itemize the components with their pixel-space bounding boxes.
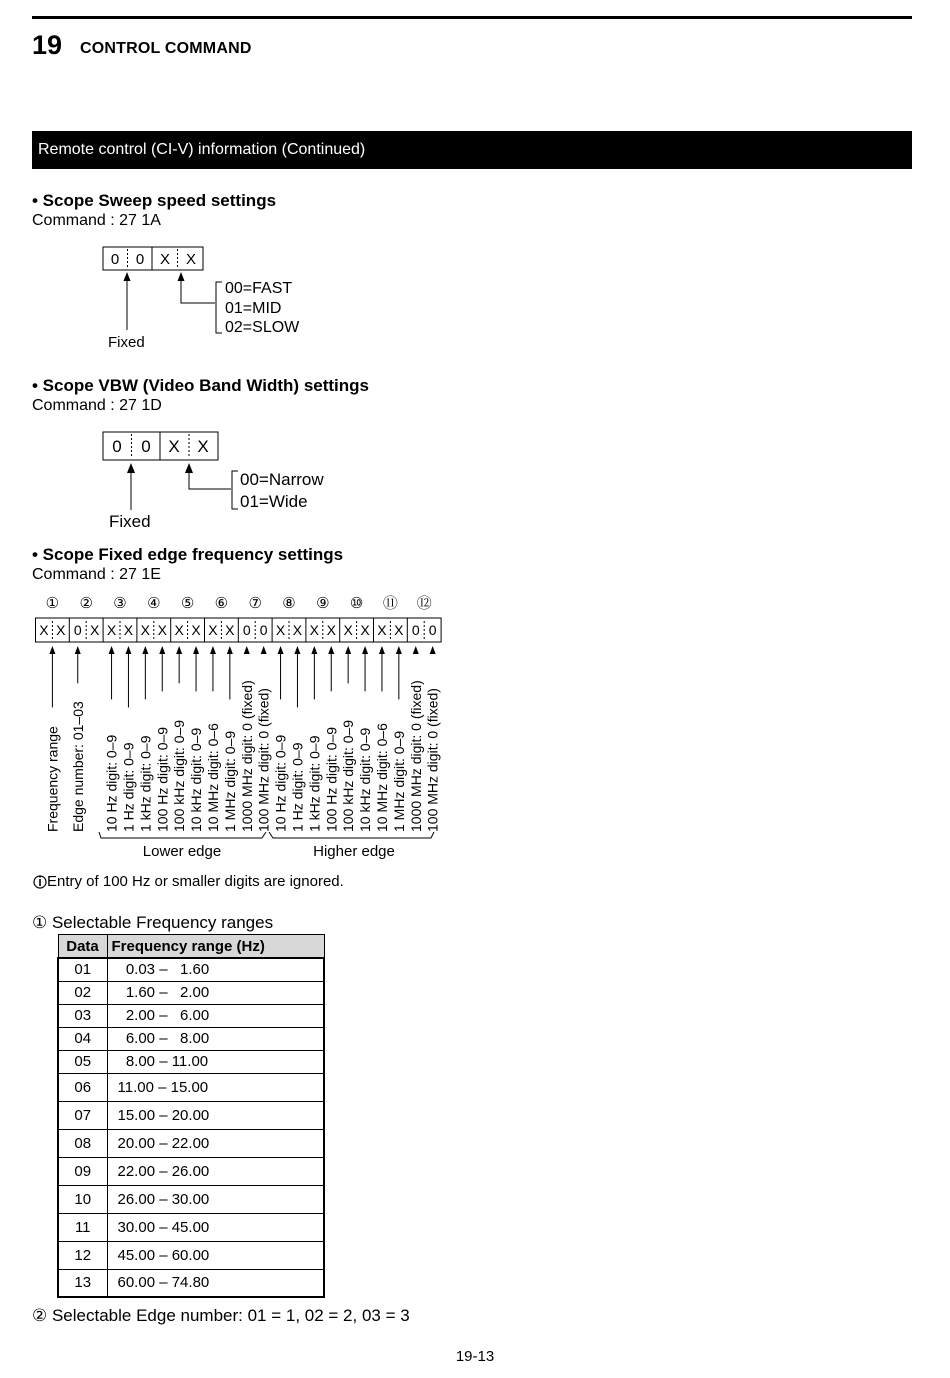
edge-cell: X	[292, 622, 303, 638]
vbw-cell: 0	[112, 437, 122, 456]
edge-labels	[44, 680, 440, 832]
sweep-byte-box	[103, 247, 203, 270]
edge-cell: X	[191, 622, 201, 638]
table-cell-data: 07	[58, 1101, 107, 1129]
chapter-title: CONTROL COMMAND	[80, 40, 252, 57]
circled-number: ⑨	[316, 595, 330, 612]
edge-cell: X	[56, 622, 66, 638]
sweep-option: 02=SLOW	[225, 319, 300, 336]
edge-digit-label: 100 Hz digit: 0–9	[323, 726, 340, 832]
frequency-range-table	[57, 934, 325, 1298]
table-cell-range: 30.00 – 45.00	[107, 1213, 324, 1241]
section-banner: Remote control (CI-V) information (Continued)	[32, 131, 912, 169]
vbw-option: 01=Wide	[240, 492, 308, 511]
sweep-cell: X	[185, 251, 197, 268]
edge-cell: X	[394, 622, 404, 638]
table-row	[58, 1185, 324, 1213]
edge-cell: 0	[428, 622, 437, 638]
edge-cell: X	[157, 622, 167, 638]
info-icon	[34, 876, 46, 888]
table-cell-range: 45.00 – 60.00	[107, 1241, 324, 1269]
edge-digit-label: 1000 MHz digit: 0 (fixed)	[407, 680, 424, 832]
sweep-heading: • Scope Sweep speed settings	[32, 191, 277, 210]
edge-number-text: ② Selectable Edge number: 01 = 1, 02 = 2, 03 = 3	[32, 1306, 410, 1325]
table-cell-range: 6.00 – 8.00	[107, 1027, 324, 1050]
edge-digit-label: 1 MHz digit: 0–9	[221, 730, 238, 832]
edge-digit-label: 100 Hz digit: 0–9	[154, 726, 171, 832]
edge-digit-label: 100 kHz digit: 0–9	[340, 719, 357, 832]
table-row	[58, 958, 324, 981]
table-cell-range: 20.00 – 22.00	[107, 1129, 324, 1157]
sweep-command: Command : 27 1A	[32, 212, 161, 229]
edge-digit-label: 1 Hz digit: 0–9	[289, 742, 306, 832]
table-cell-data: 13	[58, 1269, 107, 1297]
vbw-cell: 0	[141, 437, 151, 456]
edge-digit-label: 10 MHz digit: 0–6	[204, 723, 221, 832]
table-row	[58, 1004, 324, 1027]
edge-digit-label: 100 kHz digit: 0–9	[171, 719, 188, 832]
table-cell-data: 06	[58, 1073, 107, 1101]
table-cell-range: 60.00 – 74.80	[107, 1269, 324, 1297]
vbw-fixed-label: Fixed	[109, 512, 151, 531]
lower-edge-label: Lower edge	[142, 843, 222, 860]
edge-cell: X	[326, 622, 336, 638]
edge-digit-label: 10 Hz digit: 0–9	[103, 734, 120, 832]
circled-number: ④	[147, 595, 161, 612]
vbw-arrows	[127, 463, 238, 510]
table-cell-data: 03	[58, 1004, 107, 1027]
edge-cell: X	[360, 622, 370, 638]
circled-number: ⑥	[214, 595, 229, 612]
circled-number: ③	[113, 595, 127, 612]
circled-number: ⑩	[349, 595, 364, 612]
edge-cell: X	[39, 622, 49, 638]
edge-command: Command : 27 1E	[32, 566, 161, 583]
table-cell-data: 04	[58, 1027, 107, 1050]
edge-cell: X	[343, 622, 353, 638]
sweep-option: 01=MID	[225, 300, 282, 317]
table-row	[58, 1073, 324, 1101]
table-cell-data: 09	[58, 1157, 107, 1185]
vbw-cell: X	[168, 437, 180, 456]
edge-digit-label: 1 MHz digit: 0–9	[390, 730, 407, 832]
circled-number: ⑫	[416, 595, 432, 612]
edge-cell: X	[275, 622, 286, 638]
table-cell-data: 08	[58, 1129, 107, 1157]
circled-number: ⑪	[382, 595, 398, 612]
vbw-command: Command : 27 1D	[32, 397, 162, 414]
edge-digit-label: 100 MHz digit: 0 (fixed)	[424, 688, 441, 832]
edge-cell: X	[208, 622, 218, 638]
table-cell-range: 1.60 – 2.00	[107, 981, 324, 1004]
edge-digit-label: 10 kHz digit: 0–9	[357, 727, 374, 832]
table-cell-data: 11	[58, 1213, 107, 1241]
higher-edge-label: Higher edge	[313, 843, 395, 860]
vbw-cell: X	[197, 437, 209, 456]
edge-digit-label: 1 kHz digit: 0–9	[306, 735, 323, 832]
edge-digit-label: 10 Hz digit: 0–9	[272, 734, 289, 832]
table-cell-range: 26.00 – 30.00	[107, 1185, 324, 1213]
edge-cell: X	[225, 622, 235, 638]
ranges-heading: ① Selectable Frequency ranges	[32, 913, 274, 932]
table-cell-data: 10	[58, 1185, 107, 1213]
circled-number: ⑤	[180, 595, 195, 612]
table-row	[58, 1157, 324, 1185]
column-header-data: Data	[58, 935, 107, 959]
edge-cell: X	[174, 622, 184, 638]
vbw-option: 00=Narrow	[240, 470, 324, 489]
table-row	[58, 1101, 324, 1129]
edge-digit-label: 1 Hz digit: 0–9	[120, 742, 137, 832]
table-row	[58, 1050, 324, 1073]
edge-cell: X	[377, 622, 387, 638]
circled-number: ⑧	[282, 595, 296, 612]
chapter-number: 19	[32, 30, 63, 60]
edge-cell: X	[309, 622, 320, 638]
table-row	[58, 1241, 324, 1269]
edge-digit-label: Frequency range	[44, 726, 61, 832]
column-header-frequency: Frequency range (Hz)	[107, 935, 324, 959]
edge-digit-label: 1 kHz digit: 0–9	[137, 735, 154, 832]
sweep-cell: 0	[135, 251, 145, 268]
table-row	[58, 1269, 324, 1297]
table-cell-range: 11.00 – 15.00	[107, 1073, 324, 1101]
edge-circled-numbers	[46, 595, 432, 612]
table-cell-data: 12	[58, 1241, 107, 1269]
vbw-heading: • Scope VBW (Video Band Width) settings	[32, 376, 369, 395]
sweep-option: 00=FAST	[225, 280, 293, 297]
edge-heading: • Scope Fixed edge frequency settings	[32, 545, 344, 564]
circled-number: ②	[79, 595, 93, 612]
edge-digit-label: 100 MHz digit: 0 (fixed)	[255, 688, 272, 832]
edge-cell: X	[106, 622, 117, 638]
sweep-arrows	[124, 272, 223, 333]
edge-digit-label: 1000 MHz digit: 0 (fixed)	[238, 680, 255, 832]
edge-digit-label: Edge number: 01–03	[69, 701, 86, 832]
edge-cell: X	[123, 622, 134, 638]
note-text: Entry of 100 Hz or smaller digits are ignored.	[47, 873, 344, 890]
edge-cell: 0	[242, 622, 251, 638]
edge-cell: 0	[411, 622, 420, 638]
circled-number: ①	[45, 595, 60, 612]
table-row	[58, 1213, 324, 1241]
sweep-cell: 0	[110, 251, 120, 268]
table-cell-data: 05	[58, 1050, 107, 1073]
table-cell-range: 22.00 – 26.00	[107, 1157, 324, 1185]
edge-cell: X	[89, 622, 100, 638]
table-cell-data: 01	[58, 958, 107, 981]
table-cell-range: 0.03 – 1.60	[107, 958, 324, 981]
sweep-fixed-label: Fixed	[108, 334, 145, 351]
table-cell-data: 02	[58, 981, 107, 1004]
circled-number: ⑦	[248, 595, 262, 612]
table-row	[58, 1129, 324, 1157]
table-cell-range: 8.00 – 11.00	[107, 1050, 324, 1073]
edge-digit-label: 10 kHz digit: 0–9	[188, 727, 205, 832]
table-cell-range: 15.00 – 20.00	[107, 1101, 324, 1129]
page-number: 19-13	[455, 1348, 495, 1365]
vbw-byte-box	[103, 432, 218, 460]
edge-cell: X	[140, 622, 151, 638]
sweep-cell: X	[159, 251, 171, 268]
edge-digit-label: 10 MHz digit: 0–6	[373, 723, 390, 832]
table-row	[58, 1027, 324, 1050]
table-row	[58, 981, 324, 1004]
edge-cell: 0	[259, 622, 268, 638]
table-cell-range: 2.00 – 6.00	[107, 1004, 324, 1027]
edge-byte-box	[36, 618, 442, 642]
edge-cell: 0	[73, 622, 82, 638]
